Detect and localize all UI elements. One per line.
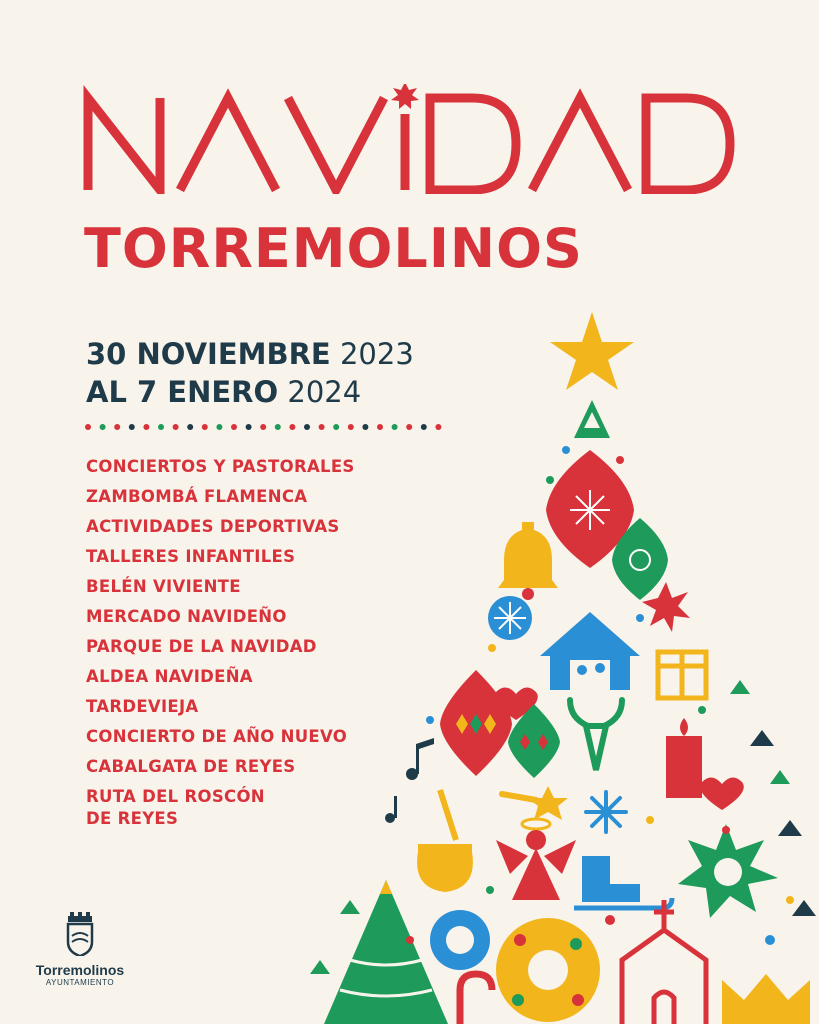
divider-dot: [231, 424, 237, 430]
event-item: BELÉN VIVIENTE: [86, 577, 241, 596]
divider-dot: [143, 424, 149, 430]
roscon-icon: [496, 918, 600, 1022]
star-icon: [502, 786, 568, 820]
candle-icon: [666, 718, 702, 798]
christmas-tree-icon: [324, 880, 448, 1024]
heart-icon: [700, 777, 744, 810]
divider-dot: [158, 424, 164, 430]
event-item: ALDEA NAVIDEÑA: [86, 667, 253, 686]
end-date: AL 7 ENERO: [86, 375, 279, 409]
end-year: 2024: [287, 375, 362, 409]
divider-dot: [85, 424, 91, 430]
title-navidad: [80, 84, 740, 194]
event-item: TARDEVIEJA: [86, 697, 199, 716]
music-note-icon: [385, 738, 434, 823]
tree-edge-decoration: [750, 730, 816, 916]
snowflake-icon: [586, 792, 626, 832]
logo-name: Torremolinos: [35, 962, 125, 978]
event-item: PARQUE DE LA NAVIDAD: [86, 637, 317, 656]
christmas-icon-tree: [270, 300, 819, 1024]
tree-top-icon: [574, 400, 610, 438]
divider-dot: [260, 424, 266, 430]
event-item: CABALGATA DE REYES: [86, 757, 296, 776]
divider-dot: [129, 424, 135, 430]
event-line: DE REYES: [86, 809, 179, 828]
event-item: ACTIVIDADES DEPORTIVAS: [86, 517, 340, 536]
event-item: ZAMBOMBÁ FLAMENCA: [86, 487, 308, 506]
ayuntamiento-logo: [30, 912, 130, 992]
logo-subtitle: AYUNTAMIENTO: [45, 978, 115, 987]
reindeer-icon: [570, 700, 622, 770]
divider-dot: [246, 424, 252, 430]
event-item: CONCIERTO DE AÑO NUEVO: [86, 727, 348, 746]
event-item: MERCADO NAVIDEÑO: [86, 607, 287, 626]
start-year: 2023: [339, 337, 414, 371]
divider-dot: [173, 424, 179, 430]
angel-icon: [496, 819, 576, 900]
divider-dot: [100, 424, 106, 430]
start-date: 30 NOVIEMBRE: [86, 337, 331, 371]
title-star-icon: [391, 84, 419, 109]
honey-pot-icon: [417, 790, 473, 892]
sled-icon: [574, 856, 672, 908]
divider-dot: [216, 424, 222, 430]
coat-of-arms-icon: [65, 912, 95, 956]
divider-dot: [202, 424, 208, 430]
ornament-icon: [440, 670, 512, 776]
subtitle: TORREMOLINOS: [84, 217, 583, 280]
snowflake-icon: [488, 596, 532, 640]
church-icon: [622, 900, 706, 1024]
star-icon: [550, 312, 634, 390]
star-icon: [678, 824, 778, 918]
divider-dot: [187, 424, 193, 430]
crown-icon: [722, 974, 810, 1024]
event-item: CONCIERTOS Y PASTORALES: [86, 457, 355, 476]
divider-dot: [114, 424, 120, 430]
bell-icon: [498, 522, 558, 600]
nativity-icon: [540, 612, 640, 690]
candy-cane-icon: [460, 974, 492, 1024]
snowflake-icon: [430, 910, 490, 970]
event-line: RUTA DEL ROSCÓN: [86, 787, 265, 806]
event-item: TALLERES INFANTILES: [86, 547, 296, 566]
gift-icon: [658, 652, 706, 698]
